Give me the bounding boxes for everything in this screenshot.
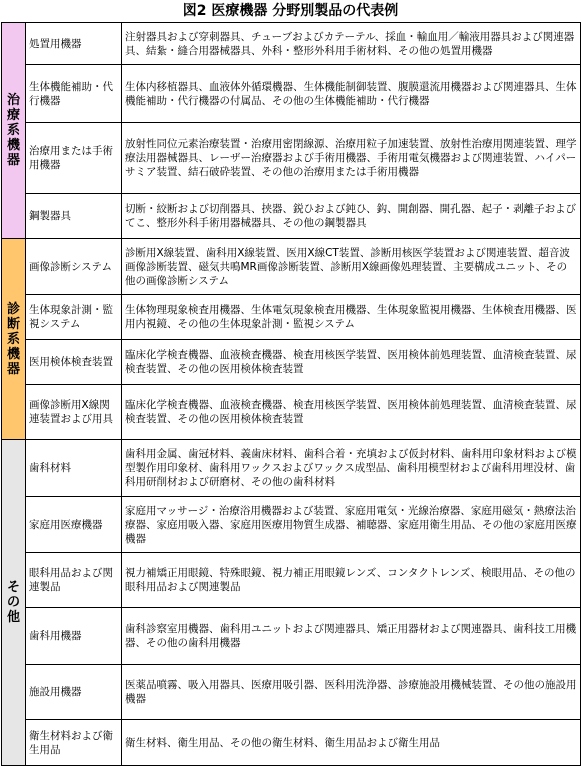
category-cell: 衛生材料および衛生用品 (26, 720, 122, 766)
category-cell: 歯科材料 (26, 440, 122, 497)
table-row (2, 194, 581, 239)
examples-cell: 切断・絞断および切削器具、挟器、鋭ひおよび鈍ひ、鈎、開創器、開孔器、起子・剥離子およびてこ、整形外科手術用器械器具、その他の鋼製器具 (122, 194, 581, 239)
table-row (2, 608, 581, 665)
table-row (2, 440, 581, 497)
category-cell: 画像診断システム (26, 239, 122, 295)
group-label-therapy: 治療系機器 (2, 23, 26, 239)
examples-cell: 歯科用金属、歯冠材料、義歯床材料、歯科合着・充填および仮封材料、歯科用印象材料および模型製作用印象材、歯科用ワックスおよびワックス成型品、歯科用模型材および歯科用埋没材、歯科用研削材および研磨材、その他の歯科材料 (122, 440, 581, 497)
category-cell: 生体機能補助・代行機器 (26, 65, 122, 123)
examples-cell: 医薬品噴霧、吸入用器具、医療用吸引器、医科用洗浄器、診療施設用機械装置、その他の施設用機器 (122, 665, 581, 720)
examples-cell: 臨床化学検査機器、血液検査機器、検査用核医学装置、医用検体前処理装置、血清検査装置、尿検査装置、その他の医用検体検査装置 (122, 340, 581, 385)
table-row (2, 720, 581, 766)
examples-cell: 臨床化学検査機器、血液検査機器、検査用核医学装置、医用検体前処理装置、血清検査装置、尿検査装置、その他の医用検体検査装置 (122, 385, 581, 440)
table-row (2, 497, 581, 553)
category-cell: 歯科用機器 (26, 608, 122, 665)
examples-cell: 生体内移植器具、血液体外循環機器、生体機能制御装置、腹膜還流用機器および関連器具、生体機能補助・代行機器の付属品、その他の生体機能補助・代行機器 (122, 65, 581, 123)
examples-cell: 診断用X線装置、歯科用X線装置、医用X線CT装置、診断用核医学装置および関連装置、超音波画像診断装置、磁気共鳴MR画像診断装置、診断用X線画像処理装置、主要構成ユニット、その他の画像診断システム (122, 239, 581, 295)
category-cell: 医用検体検査装置 (26, 340, 122, 385)
examples-cell: 家庭用マッサージ・治療浴用機器および装置、家庭用電気・光線治療器、家庭用磁気・熱療法治療器、家庭用吸入器、家庭用医療用物質生成器、補聴器、家庭用衛生用品、その他の家庭用医療機器 (122, 497, 581, 553)
examples-cell: 生体物理現象検査用機器、生体電気現象検査用機器、生体現象監視用機器、生体検査用機器、医用内視鏡、その他の生体現象計測・監視システム (122, 295, 581, 340)
table-row (2, 123, 581, 194)
examples-cell: 衛生材料、衛生用品、その他の衛生材料、衛生用品および衛生用品 (122, 720, 581, 766)
figure-title: 図2 医療機器 分野別製品の代表例 (182, 3, 399, 19)
examples-cell: 放射性同位元素治療装置・治療用密閉線源、治療用粒子加速装置、放射性治療用関連装置、理学療法用器械器具、レーザー治療器および手術用機器、手術用電気機器および関連装置、ハイパーサミア装置、結石破砕装置、その他の治療用または手術用機器 (122, 123, 581, 194)
table-row (2, 385, 581, 440)
group-label-diagnosis: 診断系機器 (2, 239, 26, 440)
category-cell: 治療用または手術用機器 (26, 123, 122, 194)
category-cell: 処置用機器 (26, 23, 122, 65)
examples-cell: 視力補矯正用眼鏡、特殊眼鏡、視力補正用眼鏡レンズ、コンタクトレンズ、検眼用品、その他の眼科用品および関連製品 (122, 553, 581, 608)
table-row (2, 239, 581, 295)
table-row (2, 65, 581, 123)
category-cell: 画像診断用X線関連装置および用具 (26, 385, 122, 440)
table-row (2, 23, 581, 65)
table-row (2, 295, 581, 340)
table-row (2, 340, 581, 385)
product-table (1, 22, 581, 766)
category-cell: 眼科用品および関連製品 (26, 553, 122, 608)
category-cell: 鋼製器具 (26, 194, 122, 239)
category-cell: 生体現象計測・監視システム (26, 295, 122, 340)
group-label-other: その他 (2, 440, 26, 766)
category-cell: 家庭用医療機器 (26, 497, 122, 553)
table-row (2, 553, 581, 608)
category-cell: 施設用機器 (26, 665, 122, 720)
examples-cell: 注射器具および穿刺器具、チューブおよびカテーテル、採血・輸血用／輸液用器具および関連器具、結紮・縫合用器械器具、外科・整形外科用手術材料、その他の処置用機器 (122, 23, 581, 65)
examples-cell: 歯科診察室用機器、歯科用ユニットおよび関連器具、矯正用器材および関連器具、歯科技工用機器、その他の歯科用機器 (122, 608, 581, 665)
table-row (2, 665, 581, 720)
